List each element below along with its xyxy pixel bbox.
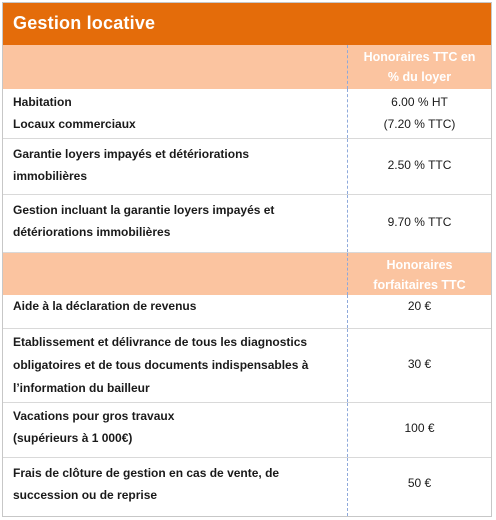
- row-label: Frais de clôture de gestion en cas de vente, de succession ou de reprise: [13, 466, 280, 502]
- row-label: Aide à la déclaration de revenus: [13, 299, 197, 313]
- table-row-vacations: [3, 403, 491, 458]
- page-title: Gestion locative: [13, 13, 156, 33]
- row-value: 50 €: [407, 476, 432, 490]
- row-value: 9.70 % TTC: [387, 215, 452, 229]
- row-label: Habitation Locaux commerciaux: [13, 95, 136, 131]
- title-bar: [3, 3, 491, 45]
- table-row-gestion-incluant: [3, 195, 491, 253]
- row-value: 2.50 % TTC: [387, 158, 452, 172]
- row-label: Gestion incluant la garantie loyers impayés et détériorations immobilières: [13, 203, 275, 239]
- table-row-diagnostics: [3, 329, 491, 403]
- row-value: 30 €: [407, 357, 432, 371]
- row-label: Garantie loyers impayés et détériorations immobilières: [13, 147, 250, 183]
- table-row-garantie: [3, 139, 491, 195]
- fee-table: [2, 2, 492, 517]
- row-label: Etablissement et délivrance de tous les diagnostics obligatoires et de tous documents indispensables à l’information du bailleur: [13, 335, 309, 395]
- section-header-percentage: [3, 45, 491, 89]
- row-label: Vacations pour gros travaux (supérieurs à 1 000€): [13, 409, 175, 445]
- row-value: 100 €: [404, 421, 435, 435]
- header-flat-fees-label: Honoraires forfaitaires TTC: [373, 258, 466, 292]
- header-percentage-label: Honoraires TTC en % du loyer: [363, 50, 476, 84]
- table-row-habitation: [3, 89, 491, 139]
- table-row-cloture: [3, 458, 491, 516]
- section-header-flat-fees: [3, 253, 491, 295]
- table-row-declaration: [3, 295, 491, 329]
- row-value: 20 €: [407, 299, 432, 313]
- row-value: 6.00 % HT (7.20 % TTC): [383, 95, 456, 131]
